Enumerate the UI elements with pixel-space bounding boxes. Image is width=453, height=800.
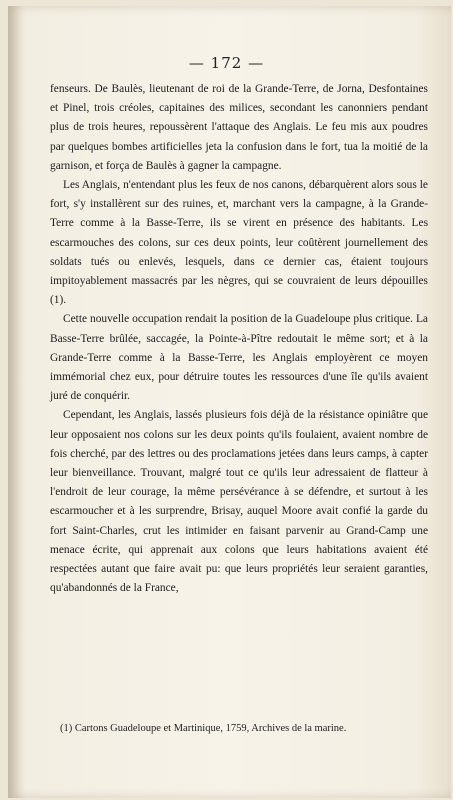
footnote-separator — [50, 716, 150, 717]
paragraph-2: Les Anglais, n'entendant plus les feux de nos canons, débarquèrent alors sous le fort, s'y installèrent sur des ruines, et, marchant vers la campagne, à la Grande-Terre comme à la Basse-Terre, ils se virent en présence des habitants. Les escarmouches des colons, sur ces deux points, leur coûtèrent journellement des soldats tués ou enlevés, lesquels, dans ce dernier cas, étaient toujours impitoyablement massacrés par les nègres, qui se couvraient de leurs dépouilles (1). — [50, 179, 428, 307]
body-text — [50, 80, 428, 598]
paragraph-4: Cependant, les Anglais, lassés plusieurs fois déjà de la résistance opiniâtre que leur opposaient nos colons sur les deux points qu'ils foulaient, avaient nombre de fois cherché, par des lettres ou des proclamations jetées dans leurs camps, à capter leur bienveillance. Trouvant, malgré tout ce qu'ils leur adressaient de flatteur à l'endroit de leur courage, la même persévérance à se défendre, et surtout à les escarmoucher et à les surprendre, Brisay, auquel Moore avait confié la garde du fort Saint-Charles, crut les intimider en faisant parvenir au Grand-Camp une menace écrite, qui apprenait aux colons que leurs habitations avaient été respectées autant que faire avait pu: que leurs propriétés leur seraient garanties, qu'abandonnés de la France, — [50, 409, 428, 595]
footnote: (1) Cartons Guadeloupe et Martinique, 1759, Archives de la marine. — [60, 723, 347, 734]
page-number: — 172 — — [188, 54, 265, 72]
paragraph-3: Cette nouvelle occupation rendait la position de la Guadeloupe plus critique. La Basse-Terre brûlée, saccagée, la Pointe-à-Pître redoutait le même sort; et à la Grande-Terre comme à la Basse-Terre, les Anglais employèrent ce moyen immémorial chez eux, pour détruire toutes les ressources d'une île qu'ils avaient juré de conquérir. — [50, 313, 428, 403]
paragraph-1: fenseurs. De Baulès, lieutenant de roi de la Grande-Terre, de Jorna, Desfontaines et Pinel, trois créoles, capitaines des milices, secondant les canonniers pendant plus de trois heures, repoussèrent l'attaque des Anglais. Le feu mis aux poudres par quelques bombes artificielles jeta la confusion dans le fort, tua la moitié de la garnison, et força de Baulès à gagner la campagne. — [50, 83, 428, 172]
